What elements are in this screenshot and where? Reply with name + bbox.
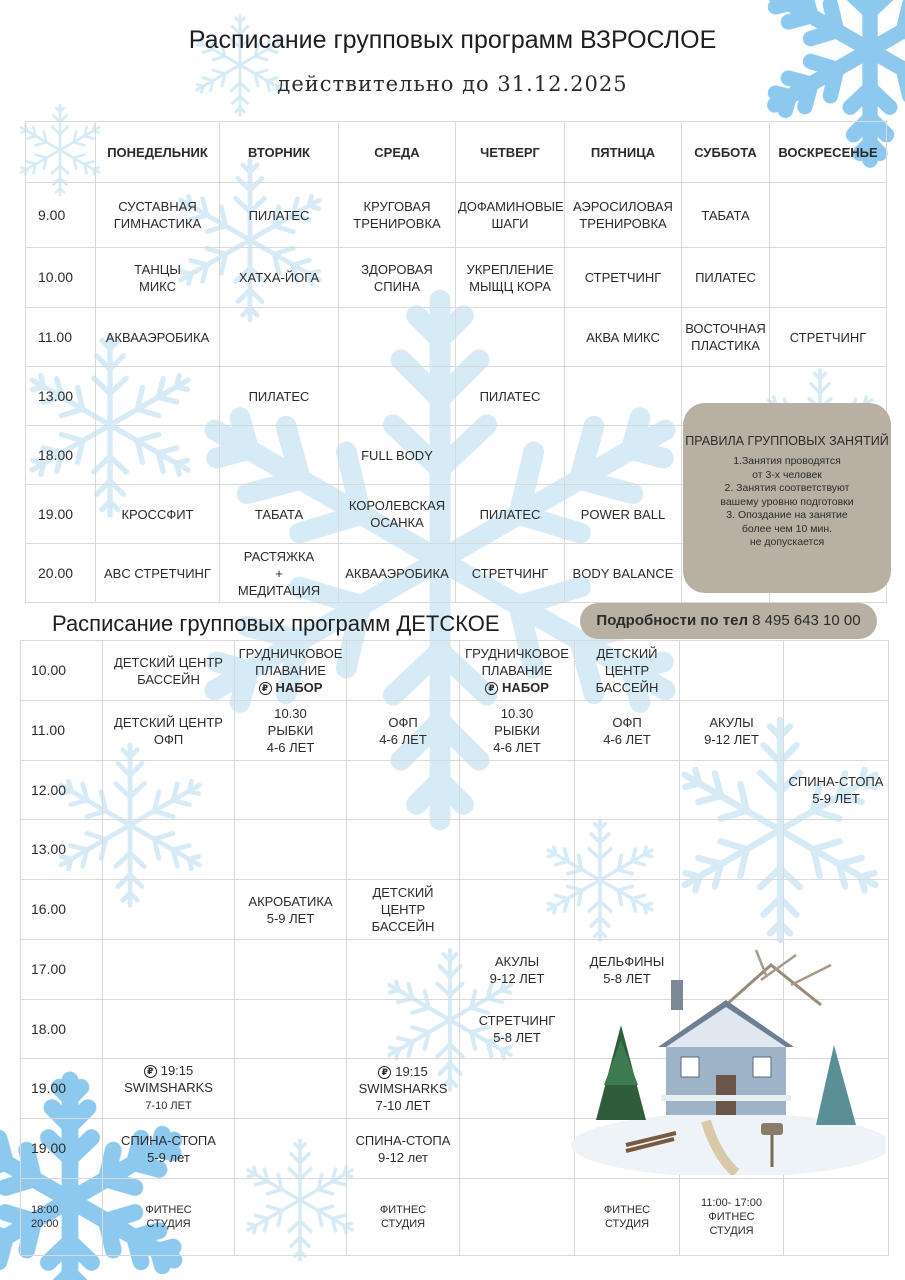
class-cell: СПИНА-СТОПА 9-12 лет <box>347 1119 460 1179</box>
class-cell <box>680 820 784 880</box>
time-cell: 9.00 <box>26 183 96 248</box>
time-cell: 10.00 <box>21 641 103 701</box>
class-cell <box>96 426 220 485</box>
rules-heading: ПРАВИЛА ГРУППОВЫХ ЗАНЯТИЙ <box>685 434 889 448</box>
kids-schedule-title: Расписание групповых программ ДЕТСКОЕ <box>52 611 500 636</box>
class-cell <box>235 1000 347 1059</box>
class-cell: СТРЕТЧИНГ <box>770 308 887 367</box>
class-cell: FULL BODY <box>339 426 456 485</box>
class-cell: ЗДОРОВАЯ СПИНА <box>339 248 456 308</box>
class-cell <box>460 820 575 880</box>
ruble-icon: ₽ <box>378 1066 391 1079</box>
class-label: ГРУДНИЧКОВОЕ ПЛАВАНИЕ <box>238 646 343 678</box>
class-cell <box>575 761 680 820</box>
time-cell: 13.00 <box>21 820 103 880</box>
class-cell <box>770 183 887 248</box>
class-cell <box>565 426 682 485</box>
class-cell: ДЕТСКИЙ ЦЕНТР ОФП <box>103 701 235 761</box>
schedule-row <box>26 248 887 308</box>
schedule-row <box>26 183 887 248</box>
class-cell: СПИНА-СТОПА 5-9 ЛЕТ <box>784 761 889 820</box>
class-cell: РАСТЯЖКА + МЕДИТАЦИЯ <box>220 544 339 603</box>
class-cell: СПИНА-СТОПА 5-9 лет <box>103 1119 235 1179</box>
ruble-icon: ₽ <box>485 682 498 695</box>
class-cell: АЭРОСИЛОВАЯ ТРЕНИРОВКА <box>565 183 682 248</box>
class-cell-nabor <box>460 641 575 701</box>
phone-number[interactable]: 8 495 643 10 00 <box>752 612 861 629</box>
day-header: ВОСКРЕСЕНЬЕ <box>770 122 887 183</box>
nabor-label: НАБОР <box>502 680 549 695</box>
class-cell: POWER BALL <box>565 485 682 544</box>
class-cell <box>347 1000 460 1059</box>
class-cell <box>680 641 784 701</box>
class-cell-swimsharks <box>103 1059 235 1119</box>
group-rules-box <box>683 403 891 593</box>
schedule-row <box>21 1179 889 1256</box>
class-cell: АКВА МИКС <box>565 308 682 367</box>
class-cell: АКВААЭРОБИКА <box>96 308 220 367</box>
class-label: 19:15 SWIMSHARKS 7-10 ЛЕТ <box>358 1064 448 1113</box>
class-cell: ОФП 4-6 ЛЕТ <box>575 701 680 761</box>
class-cell: АКРОБАТИКА 5-9 ЛЕТ <box>235 880 347 940</box>
class-cell: СТРЕТЧИНГ <box>565 248 682 308</box>
class-cell: УКРЕПЛЕНИЕ МЫЩЦ КОРА <box>456 248 565 308</box>
class-cell <box>565 367 682 426</box>
class-cell: ДЕТСКИЙ ЦЕНТР БАССЕЙН <box>103 641 235 701</box>
time-cell: 18:00 20:00 <box>21 1179 103 1256</box>
class-cell: ХАТХА-ЙОГА <box>220 248 339 308</box>
rules-text: 1.Занятия проводятся от 3-х человек 2. Занятия соответствуют вашему уровню подготовки 3. Опоздание на занятие более чем 10 мин. не допускается <box>720 455 854 548</box>
class-cell: КОРОЛЕВСКАЯ ОСАНКА <box>339 485 456 544</box>
time-cell: 10.00 <box>26 248 96 308</box>
schedule-row <box>21 701 889 761</box>
adult-header-row <box>26 122 887 183</box>
class-cell: ФИТНЕС СТУДИЯ <box>347 1179 460 1256</box>
class-cell: ПИЛАТЕС <box>220 183 339 248</box>
class-cell <box>235 761 347 820</box>
class-cell <box>460 1059 575 1119</box>
class-cell <box>103 820 235 880</box>
time-cell: 16.00 <box>21 880 103 940</box>
class-cell: ВОСТОЧНАЯ ПЛАСТИКА <box>682 308 770 367</box>
class-cell <box>456 308 565 367</box>
ruble-icon: ₽ <box>144 1065 157 1078</box>
class-cell: ДОФАМИНОВЫЕ ШАГИ <box>456 183 565 248</box>
class-cell <box>103 880 235 940</box>
class-cell: ПИЛАТЕС <box>682 248 770 308</box>
class-cell <box>347 761 460 820</box>
class-cell: СТРЕТЧИНГ 5-8 ЛЕТ <box>460 1000 575 1059</box>
class-cell <box>235 820 347 880</box>
schedule-row <box>21 820 889 880</box>
class-cell: ПИЛАТЕС <box>456 367 565 426</box>
schedule-row <box>21 641 889 701</box>
class-cell <box>460 1179 575 1256</box>
class-cell <box>220 426 339 485</box>
class-label: ГРУДНИЧКОВОЕ ПЛАВАНИЕ <box>465 646 569 678</box>
class-cell: АКВААЭРОБИКА <box>339 544 456 603</box>
class-cell <box>103 1000 235 1059</box>
class-cell <box>460 880 575 940</box>
ruble-icon: ₽ <box>259 682 272 695</box>
time-cell: 18.00 <box>26 426 96 485</box>
class-cell <box>680 880 784 940</box>
class-cell <box>339 367 456 426</box>
class-cell <box>460 1119 575 1179</box>
day-header: ЧЕТВЕРГ <box>456 122 565 183</box>
time-cell: 20.00 <box>26 544 96 603</box>
class-cell <box>347 641 460 701</box>
class-cell: 11:00- 17:00 ФИТНЕС СТУДИЯ <box>680 1179 784 1256</box>
class-cell <box>680 761 784 820</box>
class-cell: ДЕТСКИЙ ЦЕНТР БАССЕЙН <box>575 641 680 701</box>
schedule-row <box>21 761 889 820</box>
class-cell <box>235 940 347 1000</box>
class-cell <box>784 701 889 761</box>
time-cell: 11.00 <box>26 308 96 367</box>
class-cell: СТРЕТЧИНГ <box>456 544 565 603</box>
class-cell <box>339 308 456 367</box>
schedule-row <box>26 308 887 367</box>
class-cell <box>220 308 339 367</box>
class-cell <box>575 820 680 880</box>
class-cell: ФИТНЕС СТУДИЯ <box>103 1179 235 1256</box>
class-cell <box>103 940 235 1000</box>
class-cell-nabor <box>235 641 347 701</box>
time-cell: 18.00 <box>21 1000 103 1059</box>
class-cell <box>235 1119 347 1179</box>
time-cell: 13.00 <box>26 367 96 426</box>
class-cell <box>784 1179 889 1256</box>
time-cell: 12.00 <box>21 761 103 820</box>
class-cell: ФИТНЕС СТУДИЯ <box>575 1179 680 1256</box>
class-cell <box>784 641 889 701</box>
class-cell: ОФП 4-6 ЛЕТ <box>347 701 460 761</box>
class-cell: ABC СТРЕТЧИНГ <box>96 544 220 603</box>
class-cell <box>456 426 565 485</box>
winter-house-illustration <box>566 945 886 1175</box>
class-cell: 10.30 РЫБКИ 4-6 ЛЕТ <box>235 701 347 761</box>
class-cell <box>460 761 575 820</box>
corner-cell <box>26 122 96 183</box>
class-cell <box>347 940 460 1000</box>
phone-label: Подробности по тел <box>596 612 748 629</box>
class-cell: ДЕЛЬФИНЫ 5-8 ЛЕТ <box>575 940 680 1000</box>
day-header: ПЯТНИЦА <box>565 122 682 183</box>
class-label: 19:15 SWIMSHARKS <box>124 1063 213 1095</box>
class-cell <box>347 820 460 880</box>
time-cell: 11.00 <box>21 701 103 761</box>
class-cell: ПИЛАТЕС <box>220 367 339 426</box>
day-header: СУББОТА <box>682 122 770 183</box>
class-cell: ПИЛАТЕС <box>456 485 565 544</box>
class-cell: КРУГОВАЯ ТРЕНИРОВКА <box>339 183 456 248</box>
class-cell <box>575 880 680 940</box>
class-cell-swimsharks <box>347 1059 460 1119</box>
valid-until: действительно до 31.12.2025 <box>277 72 628 96</box>
time-cell: 19.00 <box>21 1059 103 1119</box>
time-cell: 19.00 <box>26 485 96 544</box>
class-cell <box>784 820 889 880</box>
class-cell: ТАБАТА <box>220 485 339 544</box>
class-cell <box>784 880 889 940</box>
day-header: ВТОРНИК <box>220 122 339 183</box>
class-cell: КРОССФИТ <box>96 485 220 544</box>
time-cell: 17.00 <box>21 940 103 1000</box>
class-cell: 10.30 РЫБКИ 4-6 ЛЕТ <box>460 701 575 761</box>
schedule-row <box>21 880 889 940</box>
class-cell <box>235 1059 347 1119</box>
class-cell <box>103 761 235 820</box>
phone-info[interactable] <box>580 603 877 639</box>
class-cell: АКУЛЫ 9-12 ЛЕТ <box>680 701 784 761</box>
class-cell <box>235 1179 347 1256</box>
time-cell: 19.00 <box>21 1119 103 1179</box>
class-cell: ТАБАТА <box>682 183 770 248</box>
adult-schedule-title: Расписание групповых программ ВЗРОСЛОЕ <box>188 26 717 54</box>
nabor-label: НАБОР <box>275 680 323 695</box>
age-label: 7-10 ЛЕТ <box>145 1100 192 1112</box>
class-cell: ДЕТСКИЙ ЦЕНТР БАССЕЙН <box>347 880 460 940</box>
class-cell: ТАНЦЫ МИКС <box>96 248 220 308</box>
class-cell: СУСТАВНАЯ ГИМНАСТИКА <box>96 183 220 248</box>
class-cell <box>96 367 220 426</box>
day-header: ПОНЕДЕЛЬНИК <box>96 122 220 183</box>
class-cell <box>770 248 887 308</box>
class-cell: АКУЛЫ 9-12 ЛЕТ <box>460 940 575 1000</box>
class-cell: BODY BALANCE <box>565 544 682 603</box>
day-header: СРЕДА <box>339 122 456 183</box>
